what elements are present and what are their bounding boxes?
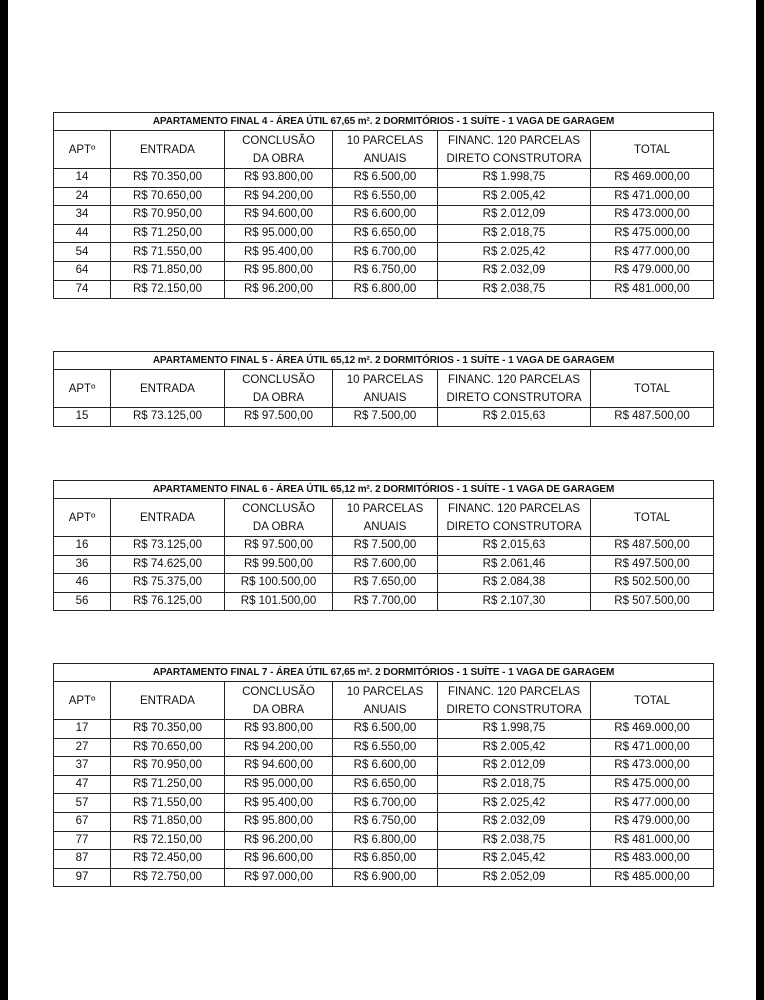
financ-cell: R$ 2.015,63 [438, 408, 591, 427]
parcelas-cell: R$ 6.650,00 [333, 224, 438, 243]
col-header-total: TOTAL [591, 682, 714, 720]
total-cell: R$ 471.000,00 [591, 187, 714, 206]
table-row [54, 850, 714, 869]
total-cell: R$ 477.000,00 [591, 794, 714, 813]
conclusao-cell: R$ 95.800,00 [225, 261, 333, 280]
conclusao-cell: R$ 94.200,00 [225, 738, 333, 757]
total-cell: R$ 497.500,00 [591, 555, 714, 574]
col-header-apt: APTº [54, 370, 111, 408]
apt-cell: 46 [54, 574, 111, 593]
parcelas-cell: R$ 6.800,00 [333, 280, 438, 299]
col-header-conclusao: CONCLUSÃO DA OBRA [225, 499, 333, 537]
table-row [54, 224, 714, 243]
parcelas-cell: R$ 6.600,00 [333, 757, 438, 776]
parcelas-cell: R$ 6.500,00 [333, 720, 438, 739]
apt-cell: 47 [54, 775, 111, 794]
total-cell: R$ 469.000,00 [591, 169, 714, 188]
conclusao-cell: R$ 95.000,00 [225, 224, 333, 243]
col-header-entrada: ENTRADA [111, 131, 225, 169]
price-table-final-5 [53, 351, 714, 427]
financ-cell: R$ 2.012,09 [438, 206, 591, 225]
table-row [54, 757, 714, 776]
table-row [54, 574, 714, 593]
table-row [54, 794, 714, 813]
table-row [54, 408, 714, 427]
parcelas-cell: R$ 7.700,00 [333, 592, 438, 611]
apt-cell: 77 [54, 831, 111, 850]
financ-cell: R$ 2.012,09 [438, 757, 591, 776]
entrada-cell: R$ 74.625,00 [111, 555, 225, 574]
conclusao-cell: R$ 97.000,00 [225, 868, 333, 887]
entrada-cell: R$ 71.550,00 [111, 243, 225, 262]
table-row [54, 868, 714, 887]
col-header-entrada: ENTRADA [111, 499, 225, 537]
table-row [54, 261, 714, 280]
total-cell: R$ 485.000,00 [591, 868, 714, 887]
table-row [54, 812, 714, 831]
parcelas-cell: R$ 7.650,00 [333, 574, 438, 593]
price-table-final-7 [53, 663, 714, 887]
table-row [54, 537, 714, 556]
entrada-cell: R$ 70.950,00 [111, 206, 225, 225]
table-row [54, 169, 714, 188]
document-page [8, 0, 756, 1000]
entrada-cell: R$ 70.650,00 [111, 187, 225, 206]
parcelas-cell: R$ 6.550,00 [333, 738, 438, 757]
financ-cell: R$ 2.005,42 [438, 187, 591, 206]
apt-cell: 14 [54, 169, 111, 188]
price-table-final-6 [53, 480, 714, 611]
apt-cell: 97 [54, 868, 111, 887]
parcelas-cell: R$ 6.650,00 [333, 775, 438, 794]
table-row [54, 831, 714, 850]
apt-cell: 24 [54, 187, 111, 206]
total-cell: R$ 473.000,00 [591, 757, 714, 776]
parcelas-cell: R$ 6.700,00 [333, 243, 438, 262]
total-cell: R$ 475.000,00 [591, 775, 714, 794]
col-header-parcelas: 10 PARCELAS ANUAIS [333, 370, 438, 408]
financ-cell: R$ 2.084,38 [438, 574, 591, 593]
apt-cell: 74 [54, 280, 111, 299]
parcelas-cell: R$ 6.500,00 [333, 169, 438, 188]
total-cell: R$ 507.500,00 [591, 592, 714, 611]
total-cell: R$ 483.000,00 [591, 850, 714, 869]
entrada-cell: R$ 71.850,00 [111, 261, 225, 280]
apt-cell: 34 [54, 206, 111, 225]
table-row [54, 206, 714, 225]
col-header-parcelas: 10 PARCELAS ANUAIS [333, 499, 438, 537]
col-header-total: TOTAL [591, 499, 714, 537]
financ-cell: R$ 2.025,42 [438, 794, 591, 813]
col-header-financ: FINANC. 120 PARCELAS DIRETO CONSTRUTORA [438, 131, 591, 169]
entrada-cell: R$ 70.950,00 [111, 757, 225, 776]
conclusao-cell: R$ 93.800,00 [225, 720, 333, 739]
table-row [54, 555, 714, 574]
entrada-cell: R$ 71.250,00 [111, 775, 225, 794]
entrada-cell: R$ 71.550,00 [111, 794, 225, 813]
conclusao-cell: R$ 97.500,00 [225, 408, 333, 427]
conclusao-cell: R$ 93.800,00 [225, 169, 333, 188]
entrada-cell: R$ 76.125,00 [111, 592, 225, 611]
apt-cell: 44 [54, 224, 111, 243]
conclusao-cell: R$ 95.000,00 [225, 775, 333, 794]
apt-cell: 57 [54, 794, 111, 813]
financ-cell: R$ 2.005,42 [438, 738, 591, 757]
apt-cell: 64 [54, 261, 111, 280]
parcelas-cell: R$ 6.800,00 [333, 831, 438, 850]
conclusao-cell: R$ 96.600,00 [225, 850, 333, 869]
table-row [54, 243, 714, 262]
col-header-conclusao: CONCLUSÃO DA OBRA [225, 131, 333, 169]
financ-cell: R$ 2.025,42 [438, 243, 591, 262]
entrada-cell: R$ 72.750,00 [111, 868, 225, 887]
apt-cell: 36 [54, 555, 111, 574]
parcelas-cell: R$ 6.550,00 [333, 187, 438, 206]
table-title: APARTAMENTO FINAL 7 - ÁREA ÚTIL 67,65 m². 2 DORMITÓRIOS - 1 SUÍTE - 1 VAGA DE GARAGEM [54, 664, 714, 682]
financ-cell: R$ 2.015,63 [438, 537, 591, 556]
col-header-conclusao: CONCLUSÃO DA OBRA [225, 682, 333, 720]
conclusao-cell: R$ 96.200,00 [225, 280, 333, 299]
conclusao-cell: R$ 99.500,00 [225, 555, 333, 574]
apt-cell: 15 [54, 408, 111, 427]
conclusao-cell: R$ 97.500,00 [225, 537, 333, 556]
entrada-cell: R$ 70.350,00 [111, 720, 225, 739]
total-cell: R$ 477.000,00 [591, 243, 714, 262]
col-header-financ: FINANC. 120 PARCELAS DIRETO CONSTRUTORA [438, 682, 591, 720]
table-row [54, 592, 714, 611]
financ-cell: R$ 2.018,75 [438, 775, 591, 794]
conclusao-cell: R$ 94.600,00 [225, 757, 333, 776]
table-title: APARTAMENTO FINAL 5 - ÁREA ÚTIL 65,12 m². 2 DORMITÓRIOS - 1 SUÍTE - 1 VAGA DE GARAGEM [54, 352, 714, 370]
total-cell: R$ 487.500,00 [591, 537, 714, 556]
entrada-cell: R$ 72.150,00 [111, 831, 225, 850]
col-header-financ: FINANC. 120 PARCELAS DIRETO CONSTRUTORA [438, 499, 591, 537]
parcelas-cell: R$ 7.600,00 [333, 555, 438, 574]
total-cell: R$ 469.000,00 [591, 720, 714, 739]
total-cell: R$ 479.000,00 [591, 812, 714, 831]
col-header-apt: APTº [54, 131, 111, 169]
entrada-cell: R$ 73.125,00 [111, 408, 225, 427]
apt-cell: 54 [54, 243, 111, 262]
table-row [54, 775, 714, 794]
entrada-cell: R$ 70.350,00 [111, 169, 225, 188]
financ-cell: R$ 2.052,09 [438, 868, 591, 887]
apt-cell: 37 [54, 757, 111, 776]
conclusao-cell: R$ 100.500,00 [225, 574, 333, 593]
total-cell: R$ 471.000,00 [591, 738, 714, 757]
total-cell: R$ 487.500,00 [591, 408, 714, 427]
conclusao-cell: R$ 94.200,00 [225, 187, 333, 206]
entrada-cell: R$ 71.850,00 [111, 812, 225, 831]
conclusao-cell: R$ 95.800,00 [225, 812, 333, 831]
total-cell: R$ 481.000,00 [591, 280, 714, 299]
conclusao-cell: R$ 95.400,00 [225, 794, 333, 813]
apt-cell: 56 [54, 592, 111, 611]
conclusao-cell: R$ 101.500,00 [225, 592, 333, 611]
entrada-cell: R$ 75.375,00 [111, 574, 225, 593]
financ-cell: R$ 2.018,75 [438, 224, 591, 243]
conclusao-cell: R$ 94.600,00 [225, 206, 333, 225]
apt-cell: 27 [54, 738, 111, 757]
financ-cell: R$ 2.032,09 [438, 812, 591, 831]
parcelas-cell: R$ 7.500,00 [333, 537, 438, 556]
table-row [54, 280, 714, 299]
col-header-financ: FINANC. 120 PARCELAS DIRETO CONSTRUTORA [438, 370, 591, 408]
entrada-cell: R$ 72.450,00 [111, 850, 225, 869]
total-cell: R$ 502.500,00 [591, 574, 714, 593]
col-header-total: TOTAL [591, 131, 714, 169]
entrada-cell: R$ 72.150,00 [111, 280, 225, 299]
entrada-cell: R$ 71.250,00 [111, 224, 225, 243]
table-row [54, 720, 714, 739]
col-header-total: TOTAL [591, 370, 714, 408]
apt-cell: 87 [54, 850, 111, 869]
total-cell: R$ 473.000,00 [591, 206, 714, 225]
table-title: APARTAMENTO FINAL 4 - ÁREA ÚTIL 67,65 m². 2 DORMITÓRIOS - 1 SUÍTE - 1 VAGA DE GARAGEM [54, 113, 714, 131]
price-table-final-4 [53, 112, 714, 299]
col-header-entrada: ENTRADA [111, 370, 225, 408]
col-header-parcelas: 10 PARCELAS ANUAIS [333, 682, 438, 720]
financ-cell: R$ 2.032,09 [438, 261, 591, 280]
table-title: APARTAMENTO FINAL 6 - ÁREA ÚTIL 65,12 m². 2 DORMITÓRIOS - 1 SUÍTE - 1 VAGA DE GARAGEM [54, 481, 714, 499]
table-row [54, 187, 714, 206]
parcelas-cell: R$ 7.500,00 [333, 408, 438, 427]
parcelas-cell: R$ 6.750,00 [333, 812, 438, 831]
apt-cell: 16 [54, 537, 111, 556]
financ-cell: R$ 2.107,30 [438, 592, 591, 611]
total-cell: R$ 475.000,00 [591, 224, 714, 243]
col-header-conclusao: CONCLUSÃO DA OBRA [225, 370, 333, 408]
table-row [54, 738, 714, 757]
financ-cell: R$ 1.998,75 [438, 169, 591, 188]
parcelas-cell: R$ 6.900,00 [333, 868, 438, 887]
parcelas-cell: R$ 6.750,00 [333, 261, 438, 280]
apt-cell: 67 [54, 812, 111, 831]
col-header-apt: APTº [54, 499, 111, 537]
conclusao-cell: R$ 96.200,00 [225, 831, 333, 850]
parcelas-cell: R$ 6.850,00 [333, 850, 438, 869]
financ-cell: R$ 2.045,42 [438, 850, 591, 869]
apt-cell: 17 [54, 720, 111, 739]
col-header-entrada: ENTRADA [111, 682, 225, 720]
financ-cell: R$ 2.038,75 [438, 280, 591, 299]
col-header-parcelas: 10 PARCELAS ANUAIS [333, 131, 438, 169]
total-cell: R$ 481.000,00 [591, 831, 714, 850]
conclusao-cell: R$ 95.400,00 [225, 243, 333, 262]
entrada-cell: R$ 73.125,00 [111, 537, 225, 556]
entrada-cell: R$ 70.650,00 [111, 738, 225, 757]
financ-cell: R$ 2.061,46 [438, 555, 591, 574]
financ-cell: R$ 2.038,75 [438, 831, 591, 850]
financ-cell: R$ 1.998,75 [438, 720, 591, 739]
parcelas-cell: R$ 6.600,00 [333, 206, 438, 225]
parcelas-cell: R$ 6.700,00 [333, 794, 438, 813]
col-header-apt: APTº [54, 682, 111, 720]
total-cell: R$ 479.000,00 [591, 261, 714, 280]
